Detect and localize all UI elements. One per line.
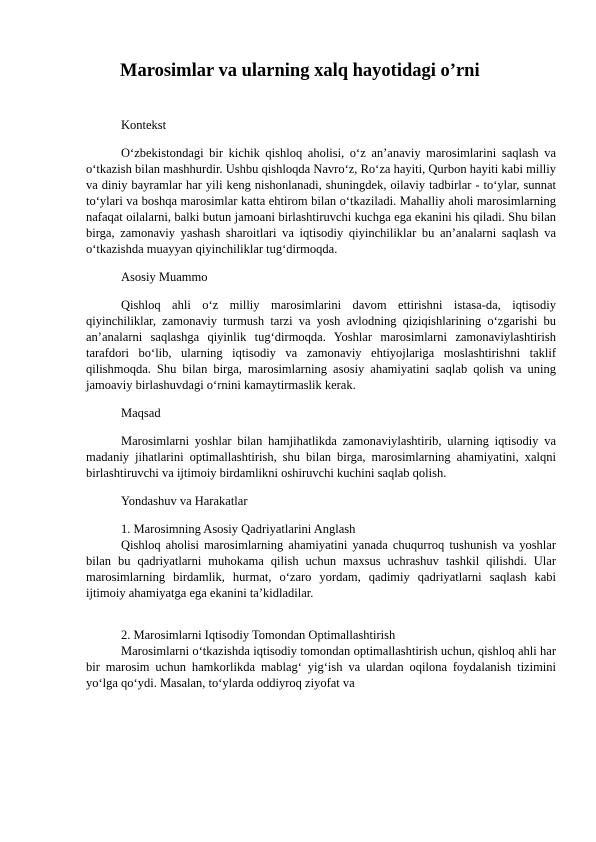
paragraph-subsection-2: Marosimlarni o‘tkazishda iqtisodiy tomondan optimallashtirish uchun, qishloq ahli har bir marosim uchun hamkorlikda mablag‘ yig‘ish va ulardan oqilona foydalanish tizimini yo‘lga qo‘ydi. Masalan, to‘ylarda oddiyroq ziyofat va — [86, 644, 556, 690]
section-heading-maqsad: Maqsad — [121, 406, 161, 420]
paragraph-muammo: Qishloq ahli o‘z milliy marosimlarini davom ettirishni istasa-da, iqtisodiy qiyinchiliklar, zamonaviy turmush tarzi va yosh avlodning qiziqishlarining o‘zgarishi bu an’analarni saqlashga qiyinlik tug‘dirmoqda. Yoshlar marosimlarni zamonaviylashtirish tarafdori bo‘lib, ularning iqtisodiy va zamonaviy ehtiyojlariga moslashtirishni taklif qilishmoqda. Shu bilan birga, marosimlarning asosiy ahamiyatini saqlab qolish va uning jamoaviy birlashuvdagi o‘rnini kamaytirmaslik kerak. — [86, 298, 556, 392]
document-title: Marosimlar va ularning xalq hayotidagi o’rni — [120, 61, 480, 81]
subsection-title-2: 2. Marosimlarni Iqtisodiy Tomondan Optimallashtirish — [121, 628, 396, 642]
paragraph-maqsad: Marosimlarni yoshlar bilan hamjihatlikda zamonaviylashtirib, ularning iqtisodiy va madaniy jihatlarini optimallashtirish, shu bilan birga, marosimlarning ahamiyatini, xalqni birlashtiruvchi va ijtimoiy birdamlikni oshiruvchi kuchini saqlab qolish. — [86, 434, 556, 480]
subsection-title-1: 1. Marosimning Asosiy Qadriyatlarini Anglash — [121, 522, 356, 536]
paragraph-kontekst: O‘zbekistondagi bir kichik qishloq aholisi, o‘z an’anaviy marosimlarini saqlash va o‘tkazish bilan mashhurdir. Ushbu qishloqda Navro‘z, Ro‘za hayiti, Qurbon hayiti kabi milliy va diniy bayramlar har yili keng nishonlanadi, shuningdek, oilaviy tadbirlar - to‘ylar, sunnat to‘ylari va boshqa marosimlar katta ehtirom bilan o‘tkaziladi. Mahalliy aholi marosimlarning nafaqat oilalarni, balki butun jamoani birlashtiruvchi kuchga ega ekanini his qiladi. Shu bilan birga, zamonaviy yashash sharoitlari va iqtisodiy qiyinchiliklar bu an’analarni saqlash va o‘tkazishda muayyan qiyinchiliklar tug‘dirmoqda. — [86, 146, 556, 256]
section-heading-yondashuv: Yondashuv va Harakatlar — [121, 494, 248, 508]
paragraph-subsection-1: Qishloq aholisi marosimlarning ahamiyatini yanada chuqurroq tushunish va yoshlar bilan bu qadriyatlarni muhokama qilish uchun maxsus uchrashuv tashkil qilishdi. Ular marosimlarning birdamlik, hurmat, o‘zaro yordam, qadimiy qadriyatlarni saqlash kabi ijtimoiy ahamiyatga ega ekanini ta’kidladilar. — [86, 538, 556, 600]
document-body — [86, 117, 556, 691]
section-heading-muammo: Asosiy Muammo — [121, 270, 208, 284]
section-heading-kontekst: Kontekst — [121, 118, 167, 132]
